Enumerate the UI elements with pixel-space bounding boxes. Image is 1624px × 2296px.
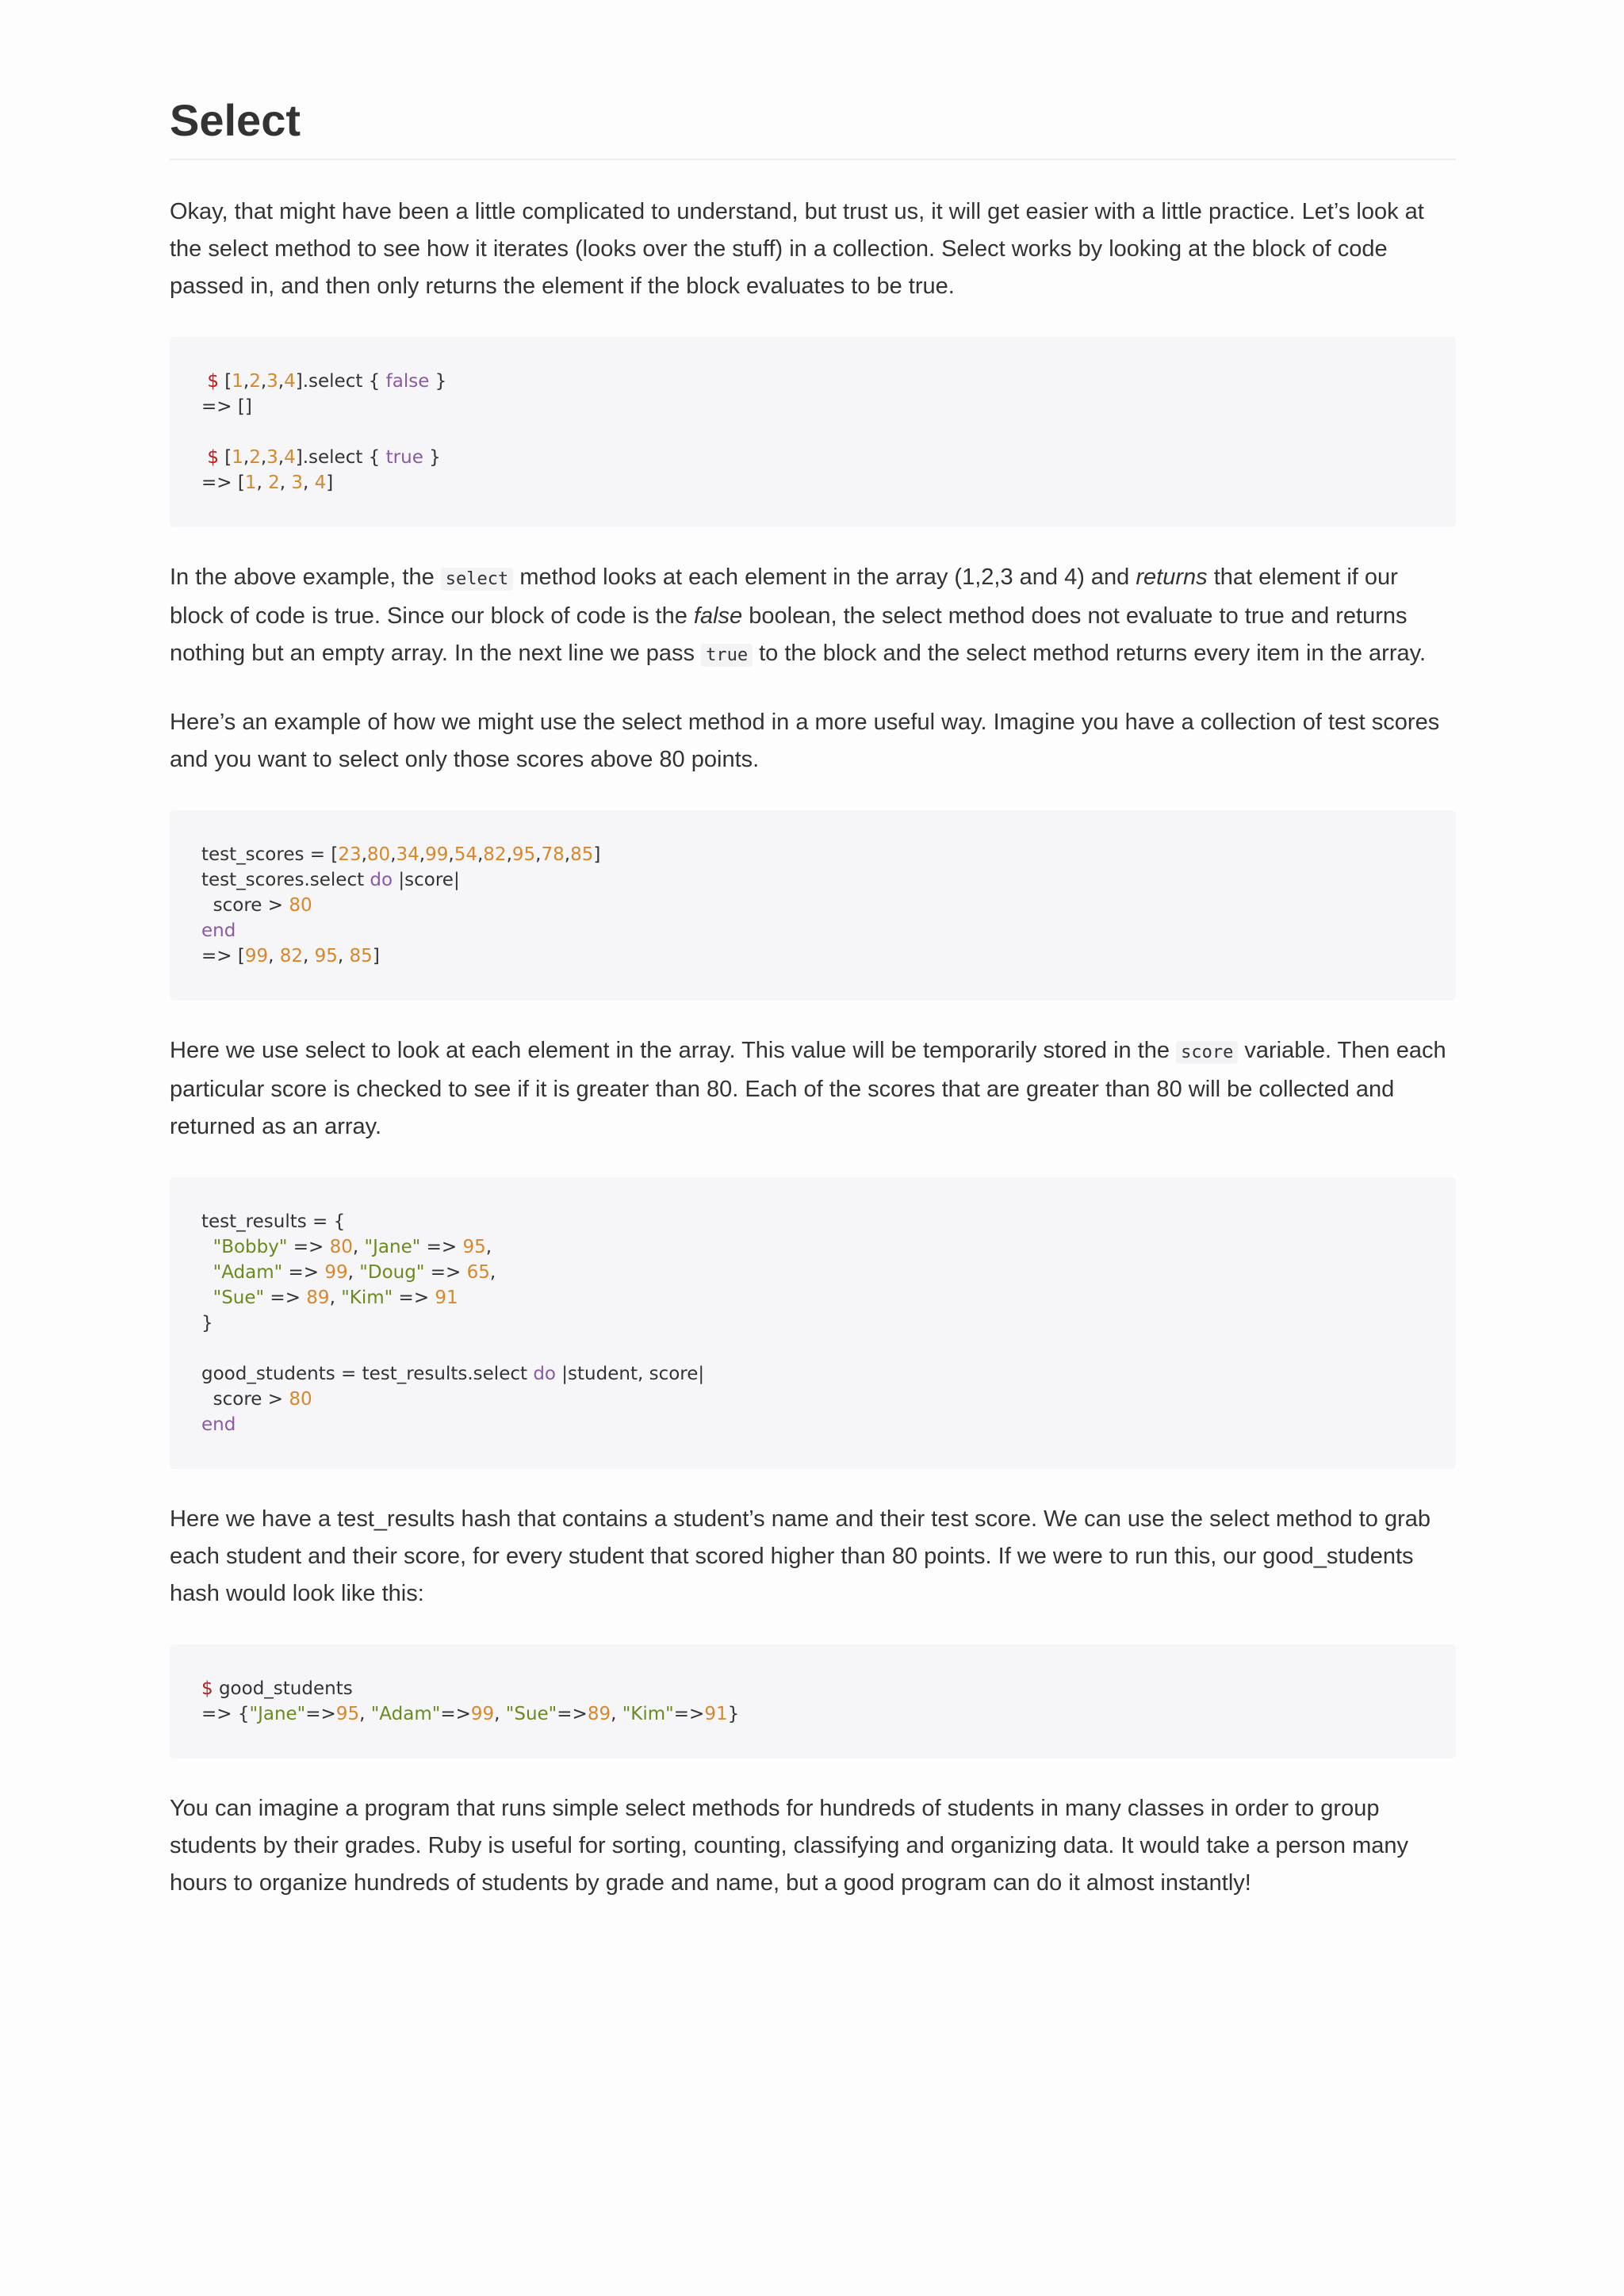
code-line: end (201, 920, 236, 941)
document-page (170, 94, 1456, 1902)
code-block-good-students (170, 1644, 1456, 1758)
closing-paragraph: You can imagine a program that runs simple select methods for hundreds of students in many classes in order to group students by their grades. Ruby is useful for sorting, counting, classifying and organizing data. It would take a person many hours to organize hundreds of students by grade and name, but a good program can do it almost instantly! (170, 1796, 1409, 1896)
code-line: good_students = test_results.select do |student, score| (201, 1364, 705, 1384)
code-line: $ good_students (201, 1678, 353, 1699)
hash-explanation-paragraph: Here we have a test_results hash that contains a student’s name and their test score. We can use the select method to grab each student and their score, for every student that scored higher than 80 points. If we were to run this, our good_students hash would look like this: (170, 1506, 1431, 1606)
code-line: => [99, 82, 95, 85] (201, 946, 380, 966)
code-line: "Adam" => 99, "Doug" => 65, (213, 1262, 496, 1283)
code-line: => {"Jane"=>95, "Adam"=>99, "Sue"=>89, "Kim"=>91} (201, 1704, 740, 1724)
code-block-test-scores (170, 810, 1456, 1001)
score-explanation-paragraph: Here we use select to look at each element in the array. This value will be temporarily stored in the score variable. Then each particular score is checked to see if it is greater than 80. Each of the scores that are greater than 80 will be collected and returned as an array. (170, 1038, 1446, 1139)
code-block-test-results-hash (170, 1177, 1456, 1469)
code-line: test_scores = [23,80,34,99,54,82,95,78,85] (201, 844, 601, 865)
code-line: "Bobby" => 80, "Jane" => 95, (213, 1237, 492, 1257)
code-line: "Sue" => 89, "Kim" => 91 (213, 1288, 458, 1308)
code-line: $ [1,2,3,4].select { true } (207, 447, 441, 468)
code-line: => [] (201, 396, 252, 417)
code-line: test_results = { (201, 1211, 346, 1232)
code-block-select-boolean (170, 337, 1456, 527)
inline-code-score: score (1176, 1041, 1238, 1064)
intro-paragraph: Okay, that might have been a little complicated to understand, but trust us, it will get easier with a little practice. Let’s look at the select method to see how it iterates (looks over the stuff) in a collection. Select works by looking at the block of code passed in, and then only returns the element if the block evaluates to be true. (170, 199, 1424, 299)
code-line: score > 80 (201, 1389, 312, 1410)
code-line: test_scores.select do |score| (201, 870, 460, 890)
code-line: } (201, 1313, 213, 1334)
example-intro-paragraph: Here’s an example of how we might use the select method in a more useful way. Imagine you have a collection of test scores and you want to select only those scores above 80 points. (170, 710, 1440, 772)
page-title: Select (170, 94, 1456, 160)
code-line: => [1, 2, 3, 4] (201, 473, 334, 493)
code-line: score > 80 (201, 895, 312, 916)
code-line: $ [1,2,3,4].select { false } (207, 371, 447, 392)
inline-code-true: true (701, 644, 753, 667)
code-line: end (201, 1414, 236, 1435)
inline-code-select: select (441, 568, 513, 591)
explanation-paragraph: In the above example, the select method looks at each element in the array (1,2,3 and 4) and returns that element if our block of code is true. Since our block of code is the false boolean, the select method does not evaluate to true and returns nothing but an empty array. In the next line we pass true to the block and the select method returns every item in the array. (170, 564, 1427, 666)
